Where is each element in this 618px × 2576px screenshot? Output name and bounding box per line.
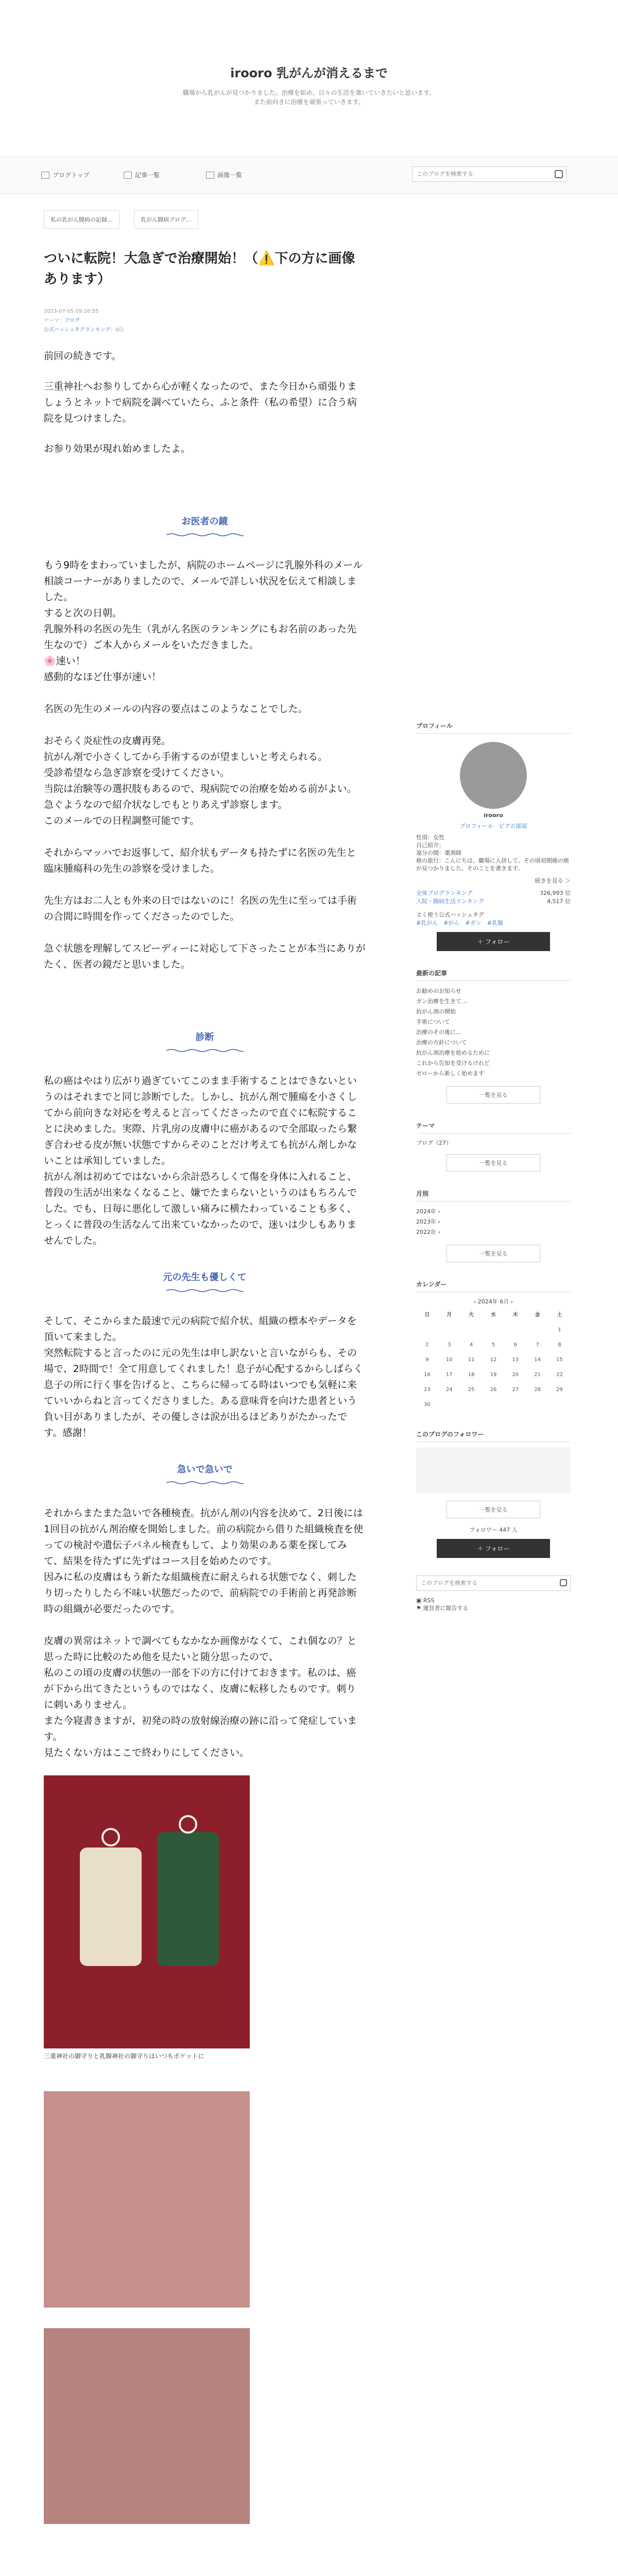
archive-item-label: 2024年	[416, 1208, 436, 1215]
theme-heading: テーマ	[416, 1121, 571, 1133]
calendar-day[interactable]: 25	[468, 1387, 475, 1393]
flag-icon: ⚑	[416, 1605, 421, 1612]
prev-entry-link[interactable]: 私の乳がん闘病の記録…	[44, 210, 119, 229]
calendar-week	[416, 1337, 571, 1352]
followers-list	[416, 1447, 571, 1494]
entry-paragraph: 前回の続きです。	[44, 350, 122, 362]
calendar-body	[416, 1323, 571, 1412]
calendar-day[interactable]: 8	[558, 1342, 561, 1348]
recent-item[interactable]: 治療の方針について	[416, 1039, 467, 1046]
nav-entry-list-label: 記事一覧	[135, 172, 160, 179]
photo-caption: 三重神社の御守りと乳腺神社の御守りはいつもポケットに	[44, 2053, 204, 2060]
image-icon	[206, 172, 214, 179]
archive-more-button[interactable]: 一覧を見る	[447, 1245, 540, 1262]
search-icon[interactable]	[555, 170, 563, 178]
follow-button-label: フォロー	[485, 1545, 510, 1552]
nav-blog-top[interactable]	[41, 171, 90, 179]
main-content	[44, 196, 366, 2527]
chevron-right-icon: ›	[438, 1229, 440, 1235]
calendar-heading: カレンダー	[416, 1280, 571, 1292]
calendar-day[interactable]: 15	[556, 1357, 563, 1363]
profile-name[interactable]: irooro	[484, 812, 503, 819]
amulets-image	[44, 1775, 250, 2048]
theme-more-button[interactable]: 一覧を見る	[447, 1154, 540, 1172]
profile-heading: プロフィール	[416, 721, 571, 734]
calendar-day[interactable]: 5	[491, 1342, 495, 1348]
calendar-day[interactable]: 2	[425, 1342, 429, 1348]
calendar-day[interactable]: 10	[445, 1357, 453, 1363]
blog-search	[412, 166, 566, 182]
calendar-day[interactable]: 6	[513, 1342, 517, 1348]
calendar-day[interactable]: 22	[556, 1372, 563, 1378]
entry-body	[44, 348, 366, 1761]
recent-more-button[interactable]: 一覧を見る	[447, 1086, 540, 1104]
section-heading	[44, 1462, 366, 1485]
calendar-day[interactable]: 26	[490, 1387, 497, 1393]
calendar-day	[526, 1397, 548, 1412]
recent-item[interactable]: 抗がん剤の開始	[416, 1008, 456, 1015]
weekday: 水	[490, 1312, 496, 1318]
calendar-month	[416, 1297, 571, 1306]
follow-button-bottom[interactable]: ＋ フォロー	[437, 1539, 550, 1558]
weekday: 木	[512, 1312, 518, 1318]
weekday: 金	[535, 1312, 540, 1318]
calendar-day[interactable]: 29	[556, 1387, 563, 1393]
entry-paragraph: お参り効果が現れ始めましたよ。	[44, 443, 191, 454]
recent-list	[416, 986, 571, 1079]
calendar-day	[504, 1397, 526, 1412]
calendar-day[interactable]: 13	[512, 1357, 519, 1363]
genre-ranking-value: 4,517 位	[547, 898, 571, 905]
calendar-week	[416, 1397, 571, 1412]
profile-more-link[interactable]: 続きを見る ＞	[535, 877, 571, 884]
follow-button-label: フォロー	[485, 938, 510, 945]
report-label: 運営者に報告する	[423, 1605, 469, 1612]
chevron-left-icon[interactable]: ‹	[473, 1298, 476, 1305]
calendar-week	[416, 1323, 571, 1337]
calendar-day[interactable]: 11	[468, 1357, 475, 1363]
calendar-week	[416, 1367, 571, 1382]
weekday: 土	[557, 1312, 562, 1318]
calendar-day[interactable]: 7	[536, 1342, 539, 1348]
nav-entry-list[interactable]	[124, 171, 160, 179]
genre-ranking-link[interactable]: 入院・闘病生活ランキング	[416, 898, 484, 905]
follow-button[interactable]: ＋ フォロー	[437, 932, 550, 951]
calendar-day[interactable]: 14	[534, 1357, 541, 1363]
archive-list	[416, 1207, 571, 1238]
sidebar	[416, 721, 571, 1612]
calendar-day[interactable]: 21	[534, 1372, 541, 1378]
calendar-day[interactable]: 27	[512, 1387, 519, 1393]
profile-intro: 自己紹介： 遠分の間：薬剤師 癌の旅行：こんにちは。職場に入居して、その頃初期癌の癌が見つかりました。そのことを書きます。	[416, 842, 569, 872]
calendar-weekdays	[416, 1306, 571, 1323]
theme-link[interactable]: ブログ	[64, 318, 80, 324]
blog-header	[0, 0, 618, 155]
calendar-day	[438, 1397, 460, 1412]
section-heading-text: 診断	[195, 1032, 214, 1043]
calendar-day	[504, 1323, 526, 1337]
theme-label: テーマ：	[44, 318, 64, 324]
rss-link[interactable]	[416, 1597, 571, 1604]
chevron-right-icon[interactable]: ›	[510, 1298, 513, 1305]
rss-icon: ▣	[416, 1597, 422, 1604]
archive-item-label: 2022年	[416, 1229, 436, 1235]
nav-image-list[interactable]	[206, 171, 242, 179]
entry-title[interactable]: ついに転院！大急ぎで治療開始！（⚠️下の方に画像あります）	[44, 251, 355, 287]
section-text: 私の癌はやはり広がり過ぎていてこのまま手術することはできないというのはそれまでと同じ診断でした。しかし、抗がん剤で腫瘍を小さくしてから前向きな対応を考えると言ってくださったので直ぐに転院することに決めました。実際、片乳房の皮膚中に癌があるので全部取ったら繋ぎ合わせる皮が無い状態ですからそのことだけ考えても抗がん剤しかないことは承知していました。 抗がん剤は初めてではないから余計恐ろしくて傷を身体に入れること、普段の生活が出来なくなること、嫌でたまらないというのはもちろんでした。でも、日毎に悪化して激しい痛みに横たわっていることも多く、とっくに普段の生活なんて出来ていなかったので、迷いは少しもありませんでした。	[44, 1075, 357, 1246]
tag-ranking-link[interactable]: 公式ハッシュタグランキング：	[44, 327, 116, 333]
entry-tags	[44, 326, 366, 335]
recent-item[interactable]: ガン治療を生きて…	[416, 998, 467, 1005]
calendar-day	[460, 1323, 483, 1337]
amulets-photo[interactable]	[44, 1775, 250, 2048]
entry-paragraph: 三重神社へお参りしてから心が軽くなったので、また今日から頑張りましょうとネットで病院を調べていたら、ふと条件（私の希望）に合う病院を見つけました。	[44, 381, 357, 424]
calendar-day[interactable]: 12	[490, 1357, 497, 1363]
calendar-day[interactable]: 18	[468, 1372, 475, 1378]
section-text: そして、そこからまた最速で元の病院で紹介状、組織の標本やデータを頂いて来ました。 突然転院すると言ったのに元の先生は申し訳ないと言いながらも、その場で、2時間で！全て用意してくれました！息子が心配するからしばらく息子の所に行く事を告げると、こちらに帰ってる時はいつでも気軽に来ていいからねと言ってくださりました。ある意味背を向けた患者という負い目がありましたが、その優しさは涙が出るほどありがたかったです。感謝！	[44, 1315, 363, 1438]
hashtag-list[interactable]: #乳がん #がん #ガン #乳腺	[416, 920, 503, 926]
search-icon[interactable]	[560, 1579, 567, 1586]
calendar-day[interactable]: 28	[534, 1387, 541, 1393]
profile-gender: 性別：女性	[416, 834, 444, 841]
wave-divider-icon	[166, 1048, 244, 1053]
skin-photo-1[interactable]	[44, 2091, 250, 2308]
calendar-week	[416, 1352, 571, 1367]
rss-label: RSS	[423, 1597, 435, 1604]
calendar-day[interactable]: 30	[424, 1402, 431, 1408]
section-heading-text: 元の先生も優しくて	[163, 1272, 247, 1283]
weekday: 日	[424, 1312, 430, 1318]
calendar-day[interactable]: 1	[558, 1327, 561, 1333]
report-link[interactable]	[416, 1604, 571, 1612]
wave-divider-icon	[166, 533, 244, 537]
calendar-day[interactable]: 23	[424, 1387, 431, 1393]
calendar-day[interactable]: 19	[490, 1372, 497, 1378]
skin-photo-2[interactable]	[44, 2328, 250, 2524]
calendar-table	[416, 1306, 571, 1412]
calendar-day	[438, 1323, 460, 1337]
recent-item[interactable]: 手術について	[416, 1019, 450, 1025]
profile-links[interactable]: プロフィール ピグの部屋	[459, 823, 527, 829]
calendar-day	[483, 1323, 505, 1337]
recent-item[interactable]: これから告知を受けるけれど	[416, 1060, 490, 1066]
archive-item[interactable]	[416, 1217, 571, 1227]
calendar-month-label: 2024年 6月	[477, 1298, 509, 1305]
tag-rank: 6位	[115, 327, 124, 333]
calendar-day	[483, 1397, 505, 1412]
avatar[interactable]	[460, 742, 527, 809]
archive-heading: 月別	[416, 1189, 571, 1201]
calendar-day[interactable]: 20	[512, 1372, 519, 1378]
search-input[interactable]	[413, 167, 550, 180]
calendar-day[interactable]: 4	[469, 1342, 473, 1348]
calendar-day[interactable]: 9	[425, 1357, 429, 1363]
entry-date: 2023-07-05 09:26:55	[44, 309, 99, 314]
recent-item[interactable]: 治療のその後に…	[416, 1029, 461, 1036]
ranking-link[interactable]: 全体ブログランキング	[416, 890, 473, 896]
followers-more-button[interactable]: 一覧を見る	[447, 1501, 540, 1518]
sidebar-search-input[interactable]	[417, 1576, 548, 1589]
calendar-day[interactable]: 24	[445, 1387, 453, 1393]
calendar-day[interactable]: 3	[448, 1342, 451, 1348]
calendar-day	[526, 1323, 548, 1337]
recent-heading: 最新の記事	[416, 969, 571, 981]
entry-meta	[44, 307, 366, 335]
sidebar-search	[416, 1575, 571, 1591]
section-heading-text: 急いで急いで	[177, 1464, 233, 1475]
entry-pager	[44, 210, 366, 229]
list-icon	[124, 172, 132, 179]
section-text: それからまたまた急いで各種検査。抗がん剤の内容を決めて、2日後には1回目の抗がん剤治療を開始しました。前の病院から借りた組織検査を使っての検討や遺伝子パネル検査もして、より効果のある薬を探してみて、結果を待たずに先ずはコース目を始めたのです。 因みに私の皮膚はもう新たな組織検査に耐えられる状態でなく、刺したり切ったりしたら不味い状態だったので、前病院での手術前と再発診断時の組織が必要だったのです。 皮膚の異常はネットで調べてもなかなか画像がなくて、これ個なの？と思った時に比較のため他を見たいと随分思ったので、 私のこの頃の皮膚の状態の一部を下の方に付けておきます。私のは、癌が下から出てきたというものではなく、皮膚に転移したものです。刺りに刺いありません。 また今寝書きますが、初発の時の放射線治療の跡に沿って発症しています。 見たくない方はここで終わりにしてください。	[44, 1507, 364, 1758]
next-entry-link[interactable]: 乳がん闘病ブログ…	[134, 210, 198, 229]
section-heading-text: お医者の鏡	[181, 516, 228, 527]
tags-heading: よく使う公式ハッシュタグ	[416, 911, 484, 918]
recent-item[interactable]: ゼローから新しく始めます	[416, 1070, 484, 1077]
section-heading	[44, 514, 366, 537]
calendar-day	[460, 1397, 483, 1412]
followers-count: フォロワー 447 人	[469, 1527, 518, 1533]
nav-image-list-label: 画像一覧	[217, 172, 243, 179]
calendar-day[interactable]: 16	[424, 1372, 431, 1378]
home-icon	[41, 172, 49, 179]
chevron-right-icon: ›	[438, 1208, 440, 1215]
ranking-row	[416, 889, 571, 897]
calendar-day	[548, 1397, 571, 1412]
genre-ranking-row	[416, 897, 571, 905]
section-heading	[44, 1029, 366, 1053]
nav-blog-top-label: ブログトップ	[53, 172, 90, 179]
weekday: 火	[469, 1312, 474, 1318]
archive-item[interactable]	[416, 1207, 571, 1217]
entry-theme	[44, 316, 366, 326]
weekday: 月	[447, 1312, 452, 1318]
recent-item[interactable]: お勧めのお知らせ	[416, 988, 461, 994]
followers-heading: このブログのフォロワー	[416, 1430, 571, 1442]
recent-item[interactable]: 抗がん剤治療を始めるために	[416, 1049, 490, 1056]
calendar-day	[416, 1323, 438, 1337]
archive-item[interactable]	[416, 1227, 571, 1238]
section-heading	[44, 1269, 366, 1293]
ranking-value: 326,993 位	[540, 890, 571, 896]
calendar-day[interactable]: 17	[445, 1372, 453, 1378]
blog-description: 職場から乳がんが見つかりました。治療を始め、日々の生活を書いていきたいと思います。 また前向きに治療を頑張っていきます。	[182, 89, 436, 106]
archive-item-label: 2023年	[416, 1218, 436, 1225]
blog-title[interactable]: irooro 乳がんが消えるまで	[230, 66, 388, 80]
calendar-week	[416, 1382, 571, 1397]
section-text: もう9時をまわっていましたが、病院のホームページに乳腺外科のメール相談コーナーがありましたので、メールで詳しい状況を伝えて相談しました。 すると次の日朝。 乳腺外科の名医の先生（乳がん名医のランキングにもお名前のあった先生なので）ご本人からメールをいただきました。 🌸速い！ 感動的なほど仕事が速い！ 名医の先生のメールの内容の要点はこのようなことでした。 おそらく炎症性の皮膚再発。 抗がん剤で小さくしてから手術するのが望ましいと考えられる。 受診希望なら急ぎ診察を受けてください。 当院は治験等の選択肢もあるので、現病院での治療を始める前がよい。 急ぐようなので紹介状なしでもとりあえず診察します。 このメールでの日程調整可能です。 それからマッハでお返事して、紹介状もデータも持たずに名医の先生と臨床腫瘍科の先生の診察を受けました。 先生方はお二人とも外来の日ではないのに！名医の先生に至っては手術の合間に時間を作ってくださったのでした。 急ぐ状態を理解してスピーディーに対応して下さったことが本当にありがたく、医者の鏡だと思いました。	[44, 560, 366, 970]
theme-item[interactable]: ブログ（27）	[416, 1140, 452, 1146]
chevron-right-icon: ›	[438, 1218, 440, 1225]
global-nav	[0, 157, 618, 194]
wave-divider-icon	[166, 1289, 244, 1293]
wave-divider-icon	[166, 1481, 244, 1485]
